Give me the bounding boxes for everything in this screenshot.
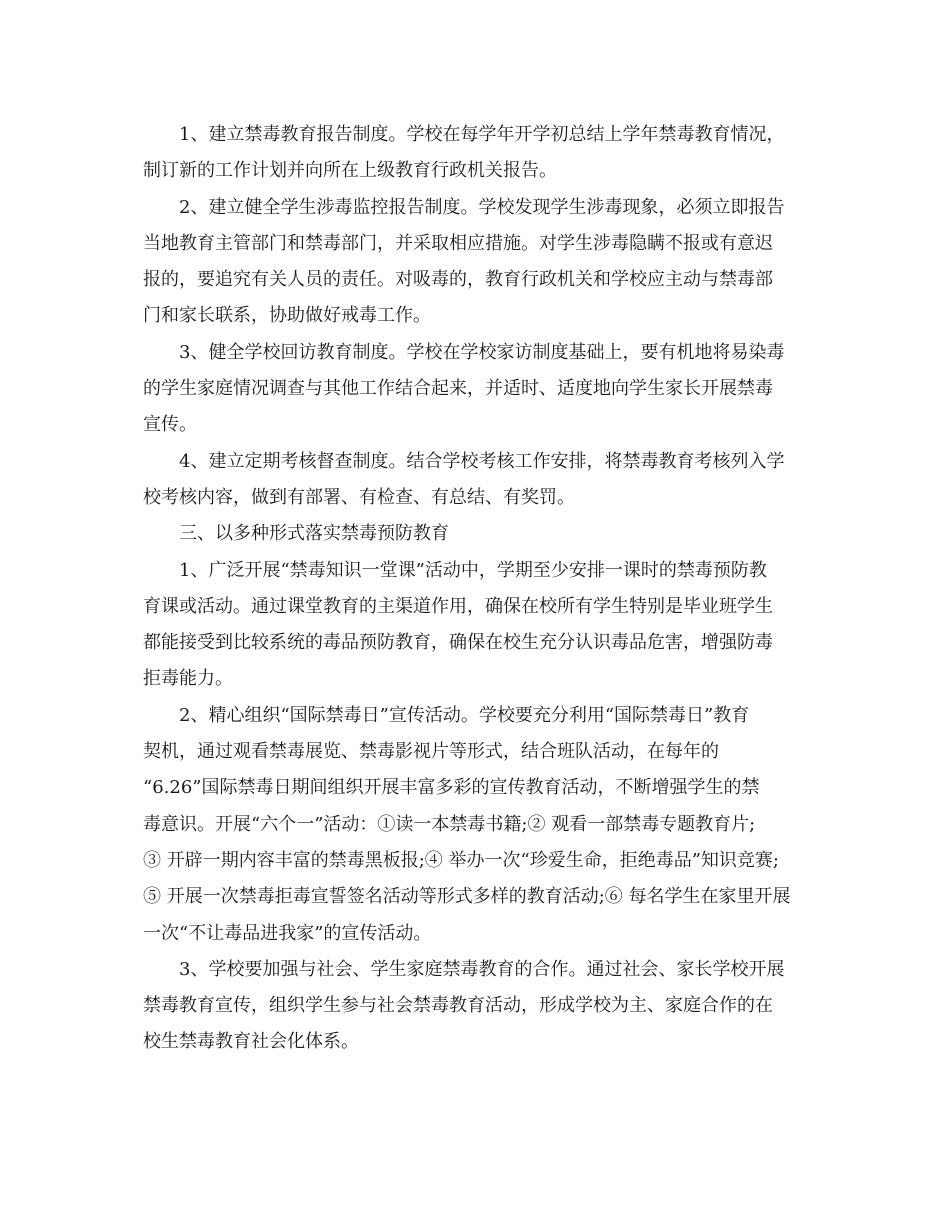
- text-line: 当地教育主管部门和禁毒部门，并采取相应措施。对学生涉毒隐瞒不报或有意迟: [143, 232, 773, 254]
- text-line: 门和家长联系，协助做好戒毒工作。: [143, 305, 431, 327]
- text-line: 禁毒教育宣传，组织学生参与社会禁毒教育活动，形成学校为主、家庭合作的在: [143, 995, 773, 1017]
- text-line: 3、健全学校回访教育制度。学校在学校家访制度基础上，要有机地将易染毒: [179, 341, 785, 363]
- text-line: 1、建立禁毒教育报告制度。学校在每学年开学初总结上学年禁毒教育情况，: [179, 124, 785, 145]
- text-line: 育课或活动。通过课堂教育的主渠道作用，确保在校所有学生特别是毕业班学生: [143, 595, 773, 617]
- text-line: 拒毒能力。: [143, 668, 233, 690]
- text-line: 报的，要追究有关人员的责任。对吸毒的，教育行政机关和学校应主动与禁毒部: [143, 269, 773, 291]
- text-line: ③ 开辟一期内容丰富的禁毒黑板报;④ 举办一次“珍爱生命，拒绝毒品”知识竞赛;: [143, 849, 779, 871]
- text-line: 三、以多种形式落实禁毒预防教育: [179, 523, 449, 545]
- document-body: [143, 117, 843, 1061]
- text-line: 的学生家庭情况调查与其他工作结合起来，并适时、适度地向学生家长开展禁毒: [143, 378, 773, 400]
- text-line: 毒意识。开展“六个一”活动：①读一本禁毒书籍;② 观看一部禁毒专题教育片;: [143, 813, 756, 835]
- text-line: 校考核内容，做到有部署、有检查、有总结、有奖罚。: [143, 486, 575, 508]
- text-line: “6.26”国际禁毒日期间组织开展丰富多彩的宣传教育活动，不断增强学生的禁: [143, 777, 760, 799]
- text-line: ⑤ 开展一次禁毒拒毒宣誓签名活动等形式多样的教育活动;⑥ 每名学生在家里开展: [143, 886, 791, 908]
- text-line: 制订新的工作计划并向所在上级教育行政机关报告。: [143, 160, 557, 182]
- text-line: 4、建立定期考核督查制度。结合学校考核工作安排，将禁毒教育考核列入学: [179, 450, 785, 472]
- text-line: 3、学校要加强与社会、学生家庭禁毒教育的合作。通过社会、家长学校开展: [179, 958, 785, 980]
- text-line: 校生禁毒教育社会化体系。: [143, 1031, 359, 1053]
- text-line: 1、广泛开展“禁毒知识一堂课”活动中，学期至少安排一课时的禁毒预防教: [179, 559, 767, 581]
- text-line: 宣传。: [143, 414, 197, 436]
- text-line: 一次“不让毒品进我家”的宣传活动。: [143, 922, 432, 944]
- text-line: 都能接受到比较系统的毒品预防教育，确保在校生充分认识毒品危害，增强防毒: [143, 632, 773, 654]
- text-line: 2、精心组织“国际禁毒日”宣传活动。学校要充分利用“国际禁毒日”教育: [179, 704, 750, 726]
- text-line: 契机，通过观看禁毒展览、禁毒影视片等形式，结合班队活动，在每年的: [143, 741, 719, 763]
- text-line: 2、建立健全学生涉毒监控报告制度。学校发现学生涉毒现象，必须立即报告: [179, 196, 785, 218]
